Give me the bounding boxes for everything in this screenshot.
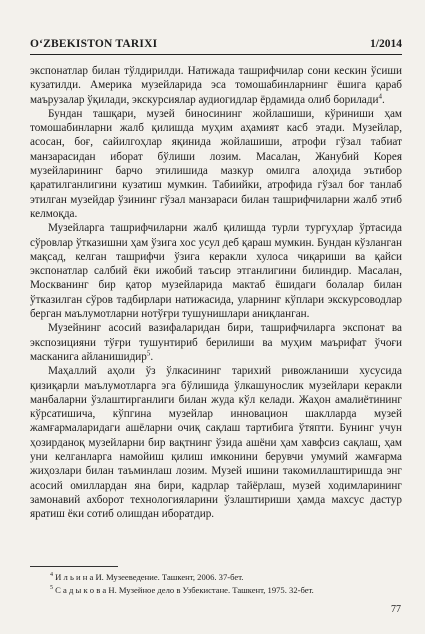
footnote-text: Музейное дело в Узбекистане. Ташкент, 1975. 32-бет. [118,584,314,595]
running-header [30,38,402,52]
footnote-5 [30,583,402,596]
header-rule [30,54,402,55]
paragraph-1-text: экспонатлар билан тўлдирилди. Натижада ташрифчилар сони кескин ўсиши кузатилди. Америка музейларида эса томошабинларнинг ёшига қараб маърузалар ўқилади, экскурсиялар аудиогидлар ёрдамида олиб борилади [30,65,402,106]
journal-title: O‘ZBEKISTON TARIXI [30,38,158,50]
footnote-rule [30,566,118,567]
footnotes [30,570,402,596]
paragraph-3: Музейларга ташрифчиларни жалб қилишда турли тургуҳлар ўртасида сўровлар ўтказишни ҳам ўзига хос усул деб қараш мумкин. Бундан кўзланган мақсад, келган ташрифчи ўзига керакли хулоса чиқариши ва қайси экспонатлар салбий ёки ижобий таъсир этганлигини билиндир. Масалан, Москванинг бир қатор музейларида мактаб ёшидаги болалар билан ўтказилган сўров тадбирлари натижасида, уларнинг кўплари экскурсоводлар берган маълумотларни нотўғри тушунишлари аниқланган. [30,222,402,321]
paragraph-5: Маҳаллий аҳоли ўз ўлкасининг тарихий ривожланиши хусусида қизиқарли маълумотларга эга бўлишида ўлкашунослик музейлари керакли манбаларни ўзлаштирганлиги билан жуда кўл келади. Жаҳон амалиётининг кўрсатишича, кўпгина музейлар инновацион шаклларда музей жамғармаларидаги ашёларни очиқ сақлаш тартибига ўтяпти. Бунинг учун ҳозирданоқ музейларни бир вақтнинг ўзида ашёни ҳам хавфсиз сақлаш, ҳам уни келганларга намойиш қилиш имконини берувчи умумий жамғарма жиҳозлари билан таъминлаш лозим. Музей ишини такомиллаштиришда энг асосий омиллардан яна бири, кадрлар тайёрлаш, музей ходимларининг замонавий ахборот технологияларини ўзлаштириши ҳамда махсус дастур яратиш ёки сотиб олишдан иборатдир. [30,365,402,521]
paragraph-1 [30,64,402,107]
footnote-text: Музееведение. Ташкент, 2006. 37-бет. [105,571,244,582]
paragraph-4-text: Музейнинг асосий вазифаларидан бири, ташрифчиларга экспонат ва экспозицияни тўғри тушунтириб берилиши ва муҳим маърифат ўчоғи масканига айланишидир [30,322,402,363]
footnote-4 [30,570,402,583]
paragraph-1-tail: . [381,93,385,106]
issue-number: 1/2014 [370,38,402,50]
paragraph-4-tail: . [150,350,154,363]
footnote-ref-4: 4 [378,91,382,100]
paragraph-4 [30,321,402,364]
footnote-number: 5 [50,584,53,591]
footnote-ref-5: 5 [146,349,151,358]
body-text [30,64,402,522]
footnote-number: 4 [50,572,53,578]
footnote-author: И л ь и н а И. [55,571,104,582]
page-number: 77 [391,604,401,615]
paragraph-2: Бундан ташқари, музей биносининг жойлашиши, кўриниши ҳам томошабинларни жалб қилишда муҳим аҳамият касб этади. Музейлар, асосан, боғ, сайилгоҳлар яқинида жойлашиши, атрофи гўзал табиат манзарасидан иборат бўлиши лозим. Масалан, Жанубий Корея музейларининг барчо этилишида мазкур омилга алоҳида эътибор қаратилганлигини кузатиш мумкин. Табиийки, атрофида гўзал боғ танлаб этилган музейдар ўзининг гўзал манзараси билан ташрифчиларни жалб этиб келмоқда. [30,107,402,220]
footnote-author: С а д ы к о в а Н. [55,584,117,595]
